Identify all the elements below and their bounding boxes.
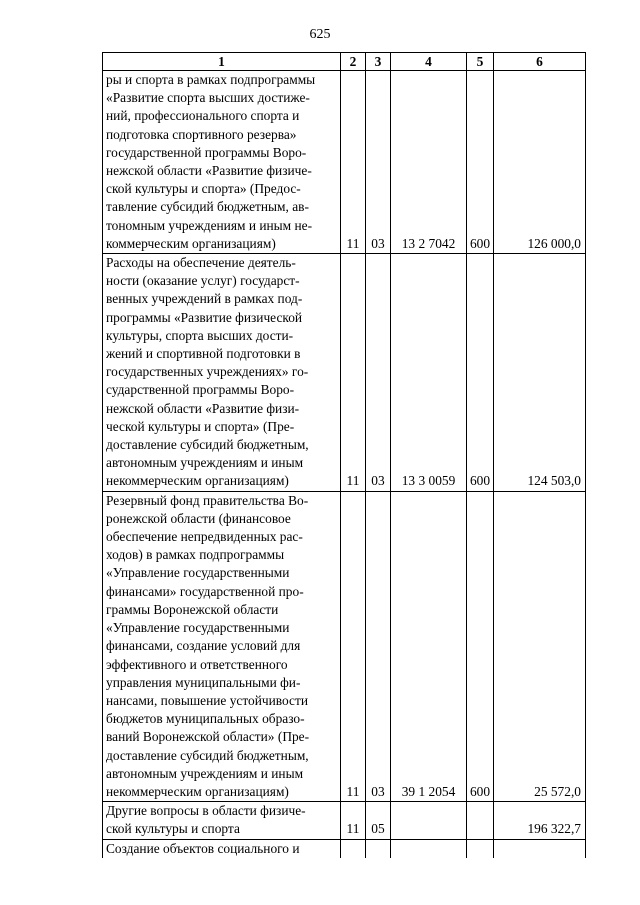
row-target-article: 13 3 0059 xyxy=(391,254,467,492)
row-target-article: 13 2 7042 xyxy=(391,71,467,254)
table-row xyxy=(103,254,586,492)
budget-table xyxy=(102,52,586,858)
row-amount: 25 572,0 xyxy=(494,491,586,801)
row-subsection: 03 xyxy=(366,491,391,801)
row-target-article: 39 1 2054 xyxy=(391,491,467,801)
row-target-article xyxy=(391,802,467,839)
header-col-5: 5 xyxy=(467,53,494,71)
row-description: Другие вопросы в области физиче- ской культуры и спорта xyxy=(103,802,341,839)
row-section: 11 xyxy=(341,802,366,839)
header-col-2: 2 xyxy=(341,53,366,71)
row-subsection: 03 xyxy=(366,254,391,492)
header-col-6: 6 xyxy=(494,53,586,71)
table-row xyxy=(103,802,586,839)
table-header-row xyxy=(103,53,586,71)
row-subsection xyxy=(366,839,391,858)
table-row xyxy=(103,491,586,801)
row-amount: 196 322,7 xyxy=(494,802,586,839)
row-amount xyxy=(494,839,586,858)
table-row xyxy=(103,71,586,254)
row-expense-type: 600 xyxy=(467,71,494,254)
row-section: 11 xyxy=(341,491,366,801)
row-description: Создание объектов социального и xyxy=(103,839,341,858)
header-col-4: 4 xyxy=(391,53,467,71)
row-section: 11 xyxy=(341,71,366,254)
page-number: 625 xyxy=(309,27,331,42)
row-section: 11 xyxy=(341,254,366,492)
row-expense-type xyxy=(467,839,494,858)
row-expense-type: 600 xyxy=(467,491,494,801)
table-row xyxy=(103,839,586,858)
row-target-article xyxy=(391,839,467,858)
row-description: ры и спорта в рамках подпрограммы «Развитие спорта высших достиже- ний, профессионального спорта и подготовка спортивного резерва» государственной программы Воро- нежской области «Развитие физиче- ской культуры и спорта» (Предос- тавление субсидий бюджетным, ав- тономным учреждениям и иным не- коммерческим организациям) xyxy=(103,71,341,254)
row-description: Резервный фонд правительства Во- ронежской области (финансовое обеспечение непредвиденных рас- ходов) в рамках подпрограммы «Управление государственными финансами» государственной про- граммы Воронежской области «Управление государственными финансами, создание условий для эффективного и ответственного управления муниципальными фи- нансами, повышение устойчивости бюджетов муниципальных образо- ваний Воронежской области» (Пре- доставление субсидий бюджетным, автономным учреждениям и иным некоммерческим организациям) xyxy=(103,491,341,801)
row-subsection: 03 xyxy=(366,71,391,254)
row-amount: 126 000,0 xyxy=(494,71,586,254)
row-description: Расходы на обеспечение деятель- ности (оказание услуг) государст- венных учреждений в рамках под- программы «Развитие физической культуры, спорта высших дости- жений и спортивной подготовки в государственных учреждениях» го- сударственной программы Воро- нежской области «Развитие физи- ческой культуры и спорта» (Пре- доставление субсидий бюджетным, автономным учреждениям и иным некоммерческим организациям) xyxy=(103,254,341,492)
header-col-1: 1 xyxy=(103,53,341,71)
row-amount: 124 503,0 xyxy=(494,254,586,492)
row-expense-type: 600 xyxy=(467,254,494,492)
row-expense-type xyxy=(467,802,494,839)
header-col-3: 3 xyxy=(366,53,391,71)
row-section xyxy=(341,839,366,858)
row-subsection: 05 xyxy=(366,802,391,839)
